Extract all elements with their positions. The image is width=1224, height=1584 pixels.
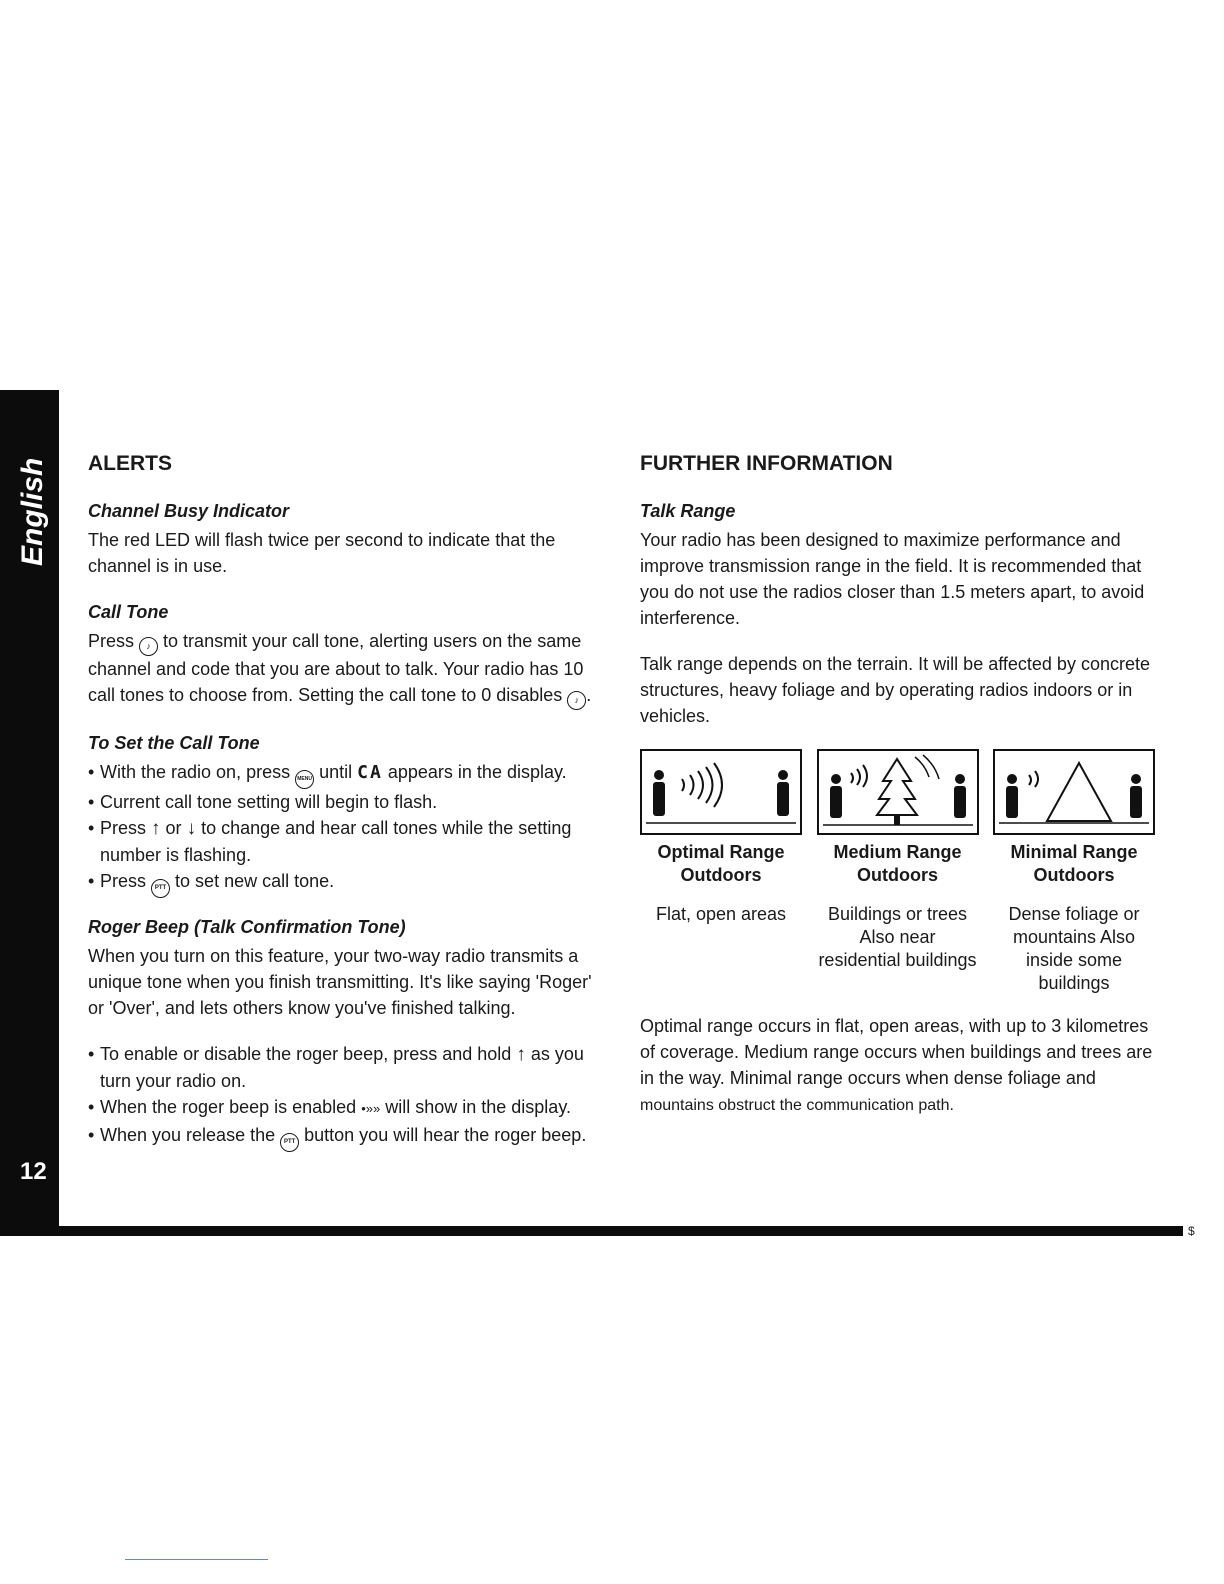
up-button-icon: ↑: [516, 1044, 526, 1065]
call-button-icon: ♪: [567, 691, 586, 710]
down-button-icon: ↓: [186, 818, 197, 839]
list-item-text: until: [319, 762, 353, 782]
roger-beep-symbol-icon: •»»: [361, 1101, 381, 1116]
range-optimal-desc: Flat, open areas: [655, 904, 787, 924]
list-item-text: or: [165, 818, 182, 838]
language-tab: [6, 420, 54, 570]
further-info-title: FURTHER INFORMATION: [640, 452, 893, 475]
list-item: [88, 1041, 603, 1094]
range-minimal-desc: Dense foliage or mountains Also inside some buildings: [1008, 904, 1140, 993]
open-field-icon: [640, 749, 802, 835]
list-item-text: When you release the: [100, 1125, 276, 1145]
list-item: [88, 868, 603, 898]
talk-range-text-1: Your radio has been designed to maximize performance and improve transmission range in the field. It is recommended that you do not use the radios closer than 1.5 meters apart, to avoid interference.: [640, 530, 1145, 628]
list-item: [88, 1094, 603, 1122]
call-tone-text-1: Press: [88, 631, 135, 651]
set-call-tone-heading: To Set the Call Tone: [88, 733, 260, 753]
list-item-text: to set new call tone.: [175, 871, 335, 891]
roger-beep-list: [88, 1041, 603, 1152]
call-tone-heading: Call Tone: [88, 602, 169, 622]
lcd-call-display: CA: [357, 762, 383, 783]
range-comparison: [640, 749, 1155, 995]
talk-range-heading: Talk Range: [640, 501, 736, 521]
list-item-text: as you turn your radio on.: [100, 1044, 584, 1091]
list-item-text: button you will hear the roger beep.: [304, 1125, 587, 1145]
list-item-text: When the roger beep is enabled: [100, 1097, 357, 1117]
page-number: 12: [20, 1158, 47, 1185]
range-summary-text-end: mountains obstruct the communication path.: [640, 1097, 954, 1114]
call-button-icon: ♪: [139, 637, 158, 656]
list-item: [88, 1122, 603, 1152]
bottom-mark: $: [1188, 1224, 1195, 1238]
ptt-button-icon: PTT: [151, 879, 170, 898]
range-summary-text: Optimal range occurs in flat, open areas, with up to 3 kilometres of coverage. Medium range occurs when buildings and trees are in the way. Minimal range occurs when dense foliage and: [640, 1016, 1153, 1088]
call-tone-text-2: to transmit your call tone, alerting users on the same channel and code that you are about to talk. Your radio has 10 call tones to choose from. Setting the call tone to 0 disables: [88, 631, 584, 705]
tree-obstacle-icon: [817, 749, 979, 835]
further-info-column: [640, 450, 1165, 1139]
list-item-text: to change and hear call tones while the setting number is flashing.: [100, 818, 572, 865]
ptt-button-icon: PTT: [280, 1133, 299, 1152]
footer-link-line: [125, 1559, 268, 1560]
list-item: • Current call tone setting will begin to flash.: [88, 789, 603, 815]
list-item: [88, 759, 603, 789]
range-medium-title: Medium Range Outdoors: [833, 842, 962, 885]
range-optimal: [640, 749, 802, 995]
up-button-icon: ↑: [151, 818, 161, 839]
list-item-text: will show in the display.: [385, 1097, 571, 1117]
roger-beep-heading: Roger Beep (Talk Confirmation Tone): [88, 917, 406, 937]
list-item-text: Press: [100, 871, 147, 891]
range-medium-desc: Buildings or trees Also near residential buildings: [818, 904, 977, 970]
set-call-tone-list: [88, 759, 603, 898]
list-item-text: With the radio on, press: [100, 762, 291, 782]
mountain-obstacle-icon: [993, 749, 1155, 835]
list-item-text: Press: [100, 818, 147, 838]
channel-busy-text: The red LED will flash twice per second to indicate that the channel is in use.: [88, 530, 556, 576]
bottom-rule: [0, 1226, 1183, 1236]
list-item-text: appears in the display.: [387, 762, 567, 782]
call-tone-text: [88, 628, 603, 710]
range-summary: [640, 1013, 1165, 1119]
alerts-column: [88, 450, 603, 1168]
menu-button-icon: MENU: [295, 770, 314, 789]
range-optimal-title: Optimal Range Outdoors: [657, 842, 785, 885]
range-minimal-title: Minimal Range Outdoors: [1010, 842, 1138, 885]
roger-beep-text: When you turn on this feature, your two-way radio transmits a unique tone when you finish transmitting. It's like saying 'Roger' or 'Over', and lets others know you've finished talking.: [88, 946, 592, 1018]
channel-busy-heading: Channel Busy Indicator: [88, 501, 290, 521]
language-label: English: [16, 457, 49, 566]
call-tone-text-3: .: [586, 685, 592, 705]
talk-range-text-2: Talk range depends on the terrain. It will be affected by concrete structures, heavy foliage and by operating radios indoors or in vehicles.: [640, 654, 1150, 726]
range-minimal: [993, 749, 1155, 995]
list-item: [88, 815, 603, 868]
alerts-title: ALERTS: [88, 452, 172, 475]
range-medium: [817, 749, 979, 995]
list-item-text: To enable or disable the roger beep, press and hold: [100, 1044, 512, 1064]
